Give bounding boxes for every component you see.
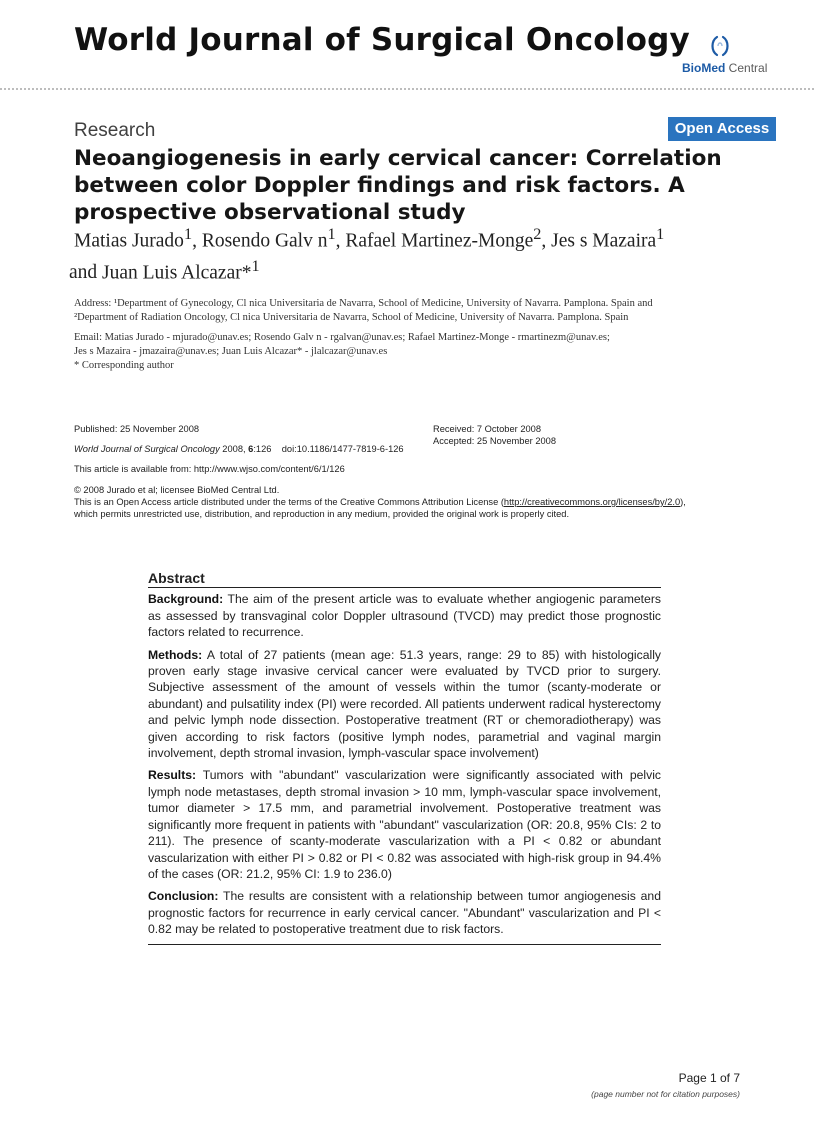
address-line: ²Department of Radiation Oncology, Cl nica Universitaria de Navarra, School of Medicine, University of Navarra. Pamplona. Spain	[74, 312, 629, 323]
license-text	[74, 496, 754, 508]
license-text-line2: which permits unrestricted use, distribution, and reproduction in any medium, provided the original work is properly cited.	[74, 509, 570, 519]
page-number: Page 1 of 7	[678, 1071, 740, 1085]
license-prefix: This is an Open Access article distributed under the terms of the Creative Commons Attribution License (	[74, 497, 504, 507]
author-and: and	[69, 262, 103, 283]
author-affiliation: 1	[183, 225, 193, 243]
author-affiliation: 1	[656, 225, 665, 243]
author-affiliation: 1	[251, 256, 260, 275]
header-divider	[0, 88, 816, 90]
license-block	[74, 484, 754, 520]
author-separator: ,	[541, 230, 552, 252]
publisher-name	[682, 61, 767, 75]
article-url[interactable]: This article is available from: http://www.wjso.com/content/6/1/126	[74, 464, 345, 474]
abstract-divider	[148, 944, 661, 945]
author-separator: ,	[192, 230, 202, 252]
citation-doi: :126 doi:10.1186/1477-7819-6-126	[253, 444, 404, 454]
publication-dates	[433, 423, 733, 447]
affiliation-block	[74, 297, 754, 373]
author-name[interactable]: Rafael Martinez-Monge	[345, 230, 534, 252]
license-suffix: ),	[680, 497, 686, 507]
accepted-date: Accepted: 25 November 2008	[433, 436, 557, 446]
abstract-heading: Abstract	[148, 570, 661, 588]
abstract-label: Conclusion:	[148, 889, 219, 904]
author-affiliation: 2	[533, 225, 542, 243]
publisher-logo[interactable]	[682, 34, 772, 78]
abstract-label: Background:	[148, 592, 224, 607]
abstract-results	[148, 767, 661, 882]
author-list	[69, 222, 754, 285]
address-line: Address: ¹Department of Gynecology, Cl nica Universitaria de Navarra, School of Medicine, University of Navarra. Pamplona. Spain and	[74, 298, 653, 309]
citation	[74, 443, 434, 455]
abstract-label: Results:	[148, 768, 197, 783]
corresponding-note: * Corresponding author	[74, 360, 174, 371]
page-number-note: (page number not for citation purposes)	[591, 1089, 740, 1099]
publisher-name-bio: BioMed	[682, 61, 726, 75]
citation-volume: 6	[248, 444, 254, 454]
author-name[interactable]: Jes s Mazaira	[551, 230, 657, 252]
journal-title: World Journal of Surgical Oncology	[74, 22, 690, 58]
publication-info	[74, 423, 434, 475]
email-line: Email: Matias Jurado - mjurado@unav.es; Rosendo Galv n - rgalvan@unav.es; Rafael Martinez-Monge - rmartinezm@unav.es;	[74, 332, 610, 343]
abstract-methods	[148, 647, 661, 762]
author-name[interactable]: Matias Jurado	[74, 230, 184, 252]
citation-year: 2008,	[219, 444, 249, 454]
publisher-name-central: Central	[725, 61, 768, 75]
abstract-background	[148, 591, 661, 640]
biomed-central-logo-icon	[710, 34, 730, 58]
author-separator: ,	[335, 230, 346, 252]
citation-journal: World Journal of Surgical Oncology	[74, 444, 220, 454]
email-line: Jes s Mazaira - jmazaira@unav.es; Juan Luis Alcazar* - jlalcazar@unav.es	[74, 346, 388, 357]
abstract-text: Tumors with "abundant" vascularization were significantly associated with pelvic lymph node metastases, depth stromal invasion > 10 mm, lymph-vascular space involvement, tumor diameter > 17.5 mm, and parametrial involvement. Postoperative treatment was significantly more frequent in patients with "abundant" vascularization (OR: 20.8, 95% CIs: 2 to 211). The presence of scanty-moderate vascularization with a PI < 0.82 or abundant vascularization with either PI > 0.82 or PI < 0.82 was associated with high-risk group in 94.4% of the cases (OR: 21.2, 95% CI: 1.9 to 236.0)	[148, 768, 661, 881]
published-date: Published: 25 November 2008	[74, 424, 200, 434]
copyright: © 2008 Jurado et al; licensee BioMed Central Ltd.	[74, 485, 280, 495]
article-section: Research	[74, 120, 156, 141]
abstract	[148, 570, 661, 945]
abstract-text: A total of 27 patients (mean age: 51.3 years, range: 29 to 85) with histologically proven early stage invasive cervical cancer were evaluated by TVCD prior to surgery. Subjective assessment of the amount of vessels within the tumor (scanty-moderate or abundant) and pulsatility index (PI) were recorded. All patients underwent radical hysterectomy and pelvic lymph node dissection. Postoperative treatment (RT or chemoradiotherapy) was given according to risk factors (positive lymph nodes, parametrial and vaginal margin involvement, depth stromal invasion, lymph-vascular space involvement)	[148, 647, 661, 761]
author-affiliation: 1	[327, 225, 336, 243]
abstract-label: Methods:	[148, 647, 203, 662]
open-access-badge[interactable]: Open Access	[668, 117, 776, 141]
abstract-conclusion	[148, 888, 661, 937]
abstract-text: The results are consistent with a relationship between tumor angiogenesis and prognostic factors for recurrence in early cervical cancer. "Abundant" vascularization and PI < 0.82 may be related to postoperative treatment due to risk factors.	[148, 889, 661, 937]
received-date: Received: 7 October 2008	[433, 424, 542, 434]
author-name[interactable]: Juan Luis Alcazar*	[102, 262, 252, 283]
article-title: Neoangiogenesis in early cervical cancer: Correlation between color Doppler findings and risk factors. A prospective observational study	[74, 146, 722, 225]
author-name[interactable]: Rosendo Galv n	[201, 230, 328, 252]
license-link[interactable]: http://creativecommons.org/licenses/by/2.0	[503, 497, 681, 507]
abstract-text: The aim of the present article was to evaluate whether angiogenic parameters as assessed by transvaginal color Doppler ultrasound (TVCD) may predict those prognostic factors related to recurrence.	[148, 592, 661, 640]
